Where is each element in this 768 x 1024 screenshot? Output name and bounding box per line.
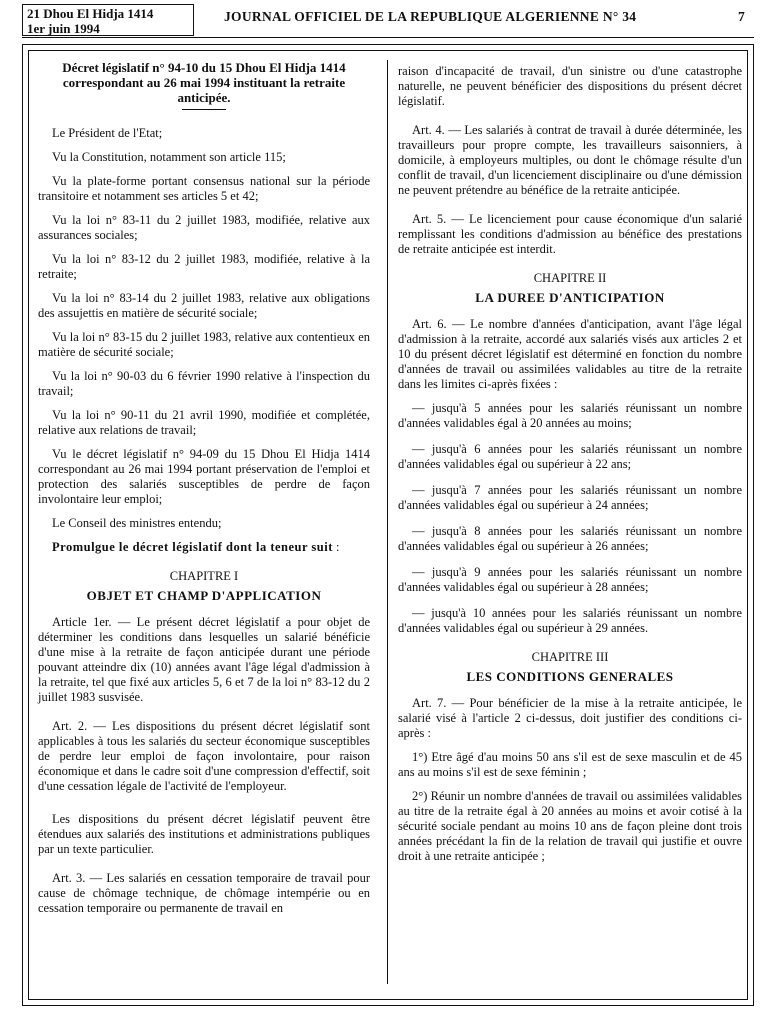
condition-2: 2°) Réunir un nombre d'années de travail ou assimilées validables au titre de la retraite égal à 20 années au moins et avoir cotisé à la sécurité sociale pendant au moins 10 ans de façon pleine dont trois années précédant la fin de la relation de travail qui justifie et ouvre droit à une retraite anticipée ; [398,789,742,863]
preamble-vu-constitution: Vu la Constitution, notamment son article 115; [52,150,286,164]
preamble-vu-loi-83-12: Vu la loi n° 83-12 du 2 juillet 1983, modifiée, relative à la retraite; [38,252,370,281]
promulgue-bold: Promulgue le décret législatif dont la teneur suit [52,540,333,554]
chapter-1-title: OBJET ET CHAMP D'APPLICATION [86,588,322,603]
decree-title: Décret législatif n° 94-10 du 15 Dhou El Hidja 1414 correspondant au 26 mai 1994 instituant la retraite anticipée. [62,60,346,105]
preamble-vu-plateforme: Vu la plate-forme portant consensus national sur la période transitoire et notamment ses articles 5 et 42; [38,174,370,203]
condition-1: 1°) Etre âgé d'au moins 50 ans s'il est de sexe masculin et de 45 ans au moins s'il est de sexe féminin ; [398,750,742,779]
preamble-conseil: Le Conseil des ministres entendu; [52,516,222,530]
header-date-gregorian: 1er juin 1994 [27,21,100,36]
article-3-end: raison d'incapacité de travail, d'un sinistre ou d'une catastrophe naturelle, ne peuvent bénéficier des dispositions du présent décret législatif. [398,64,742,108]
header-date-hijri: 21 Dhou El Hidja 1414 [27,6,154,21]
page-number: 7 [738,9,745,24]
article-7: Art. 7. — Pour bénéficier de la mise à la retraite anticipée, le salarié visé à l'article 2 ci-dessus, doit justifier des conditions ci-après : [398,696,742,740]
title-rule [182,109,226,110]
anticipation-item: — jusqu'à 5 années pour les salariés réunissant un nombre d'années validables égal à 20 années au moins; [398,401,742,430]
article-6: Art. 6. — Le nombre d'années d'anticipation, avant l'âge légal d'admission à la retraite, accordé aux salariés visés aux articles 2 et 10 du présent décret législatif est déterminé en fonction du nombre d'années de travail ou assimilées validables au titre de la retraite dans les limites ci-après fixées : [398,317,742,391]
column-divider [387,60,388,984]
article-4: Art. 4. — Les salariés à contrat de travail à durée déterminée, les travailleurs pour propre compte, les travailleurs saisonniers, à domicile, à employeurs multiples, ou dont le chômage résulte d'un conflit de travail, d'un licenciement disciplinaire ou d'une démission ne peuvent prétendre au bénéfice de la retraite anticipée. [398,123,742,197]
preamble-vu-loi-83-11: Vu la loi n° 83-11 du 2 juillet 1983, modifiée, relative aux assurances sociales; [38,213,370,242]
chapter-3-title: LES CONDITIONS GENERALES [466,669,674,684]
chapter-3-label: CHAPITRE III [531,650,609,664]
chapter-2-label: CHAPITRE II [533,271,607,285]
anticipation-item: — jusqu'à 8 années pour les salariés réunissant un nombre d'années validables égal ou supérieur à 26 années; [398,524,742,553]
chapter-2-title: LA DUREE D'ANTICIPATION [475,290,665,305]
journal-title: JOURNAL OFFICIEL DE LA REPUBLIQUE ALGERIENNE N° 34 [224,9,637,24]
article-3-start: Art. 3. — Les salariés en cessation temporaire de travail pour cause de chômage technique, de chômage intempérie ou en cessation temporaire ou permanente de travail en [38,871,370,915]
preamble-president: Le Président de l'Etat; [52,126,163,140]
article-1: Article 1er. — Le présent décret législatif a pour objet de déterminer les conditions dans lesquelles un salarié bénéficie d'une mise à la retraite de façon anticipée durant une période pouvant atteindre dix (10) années avant l'âge légal d'admission à la retraite, tel que fixé aux articles 5, 6 et 7 de la loi n° 83-12 du 2 juillet 1983 susvisée. [38,615,370,704]
article-2: Art. 2. — Les dispositions du présent décret législatif sont applicables à tous les salariés du secteur économique susceptibles de perdre leur emploi de façon involontaire, pour raison économique et dans le cadre soit d'une compression d'effectif, soit d'une cessation légale de l'activité de l'employeur. [38,719,370,793]
preamble-vu-loi-90-03: Vu la loi n° 90-03 du 6 février 1990 relative à l'inspection du travail; [38,369,370,398]
right-column [398,64,742,873]
anticipation-item: — jusqu'à 10 années pour les salariés réunissant un nombre d'années validables égal ou supérieur à 29 années. [398,606,742,635]
preamble-vu-decret-94-09: Vu le décret législatif n° 94-09 du 15 Dhou El Hidja 1414 correspondant au 26 mai 1994 portant préservation de l'emploi et protection des salariés susceptibles de perdre de façon involontaire leur emploi; [38,447,370,506]
left-column [38,60,370,925]
article-2-extension: Les dispositions du présent décret législatif peuvent être étendues aux salariés des institutions et administrations publiques par un texte particulier. [38,812,370,856]
header-date-box [22,4,194,36]
preamble-vu-loi-83-15: Vu la loi n° 83-15 du 2 juillet 1983, relative aux contentieux en matière de sécurité sociale; [38,330,370,359]
preamble-vu-loi-90-11: Vu la loi n° 90-11 du 21 avril 1990, modifiée et complétée, relative aux relations de travail; [38,408,370,437]
preamble-vu-loi-83-14: Vu la loi n° 83-14 du 2 juillet 1983, relative aux obligations des assujettis en matière de sécurité sociale; [38,291,370,320]
article-5: Art. 5. — Le licenciement pour cause économique d'un salarié remplissant les conditions d'admission au bénéfice des prestations de retraite anticipée est interdit. [398,212,742,256]
header-rule [22,37,754,38]
anticipation-item: — jusqu'à 7 années pour les salariés réunissant un nombre d'années validables égal ou supérieur à 24 années; [398,483,742,512]
anticipation-item: — jusqu'à 6 années pour les salariés réunissant un nombre d'années validables égal ou supérieur à 22 ans; [398,442,742,471]
promulgue-line [38,540,370,555]
anticipation-item: — jusqu'à 9 années pour les salariés réunissant un nombre d'années validables égal ou supérieur à 28 années; [398,565,742,594]
chapter-1-label: CHAPITRE I [169,569,239,583]
promulgue-colon: : [332,540,340,554]
